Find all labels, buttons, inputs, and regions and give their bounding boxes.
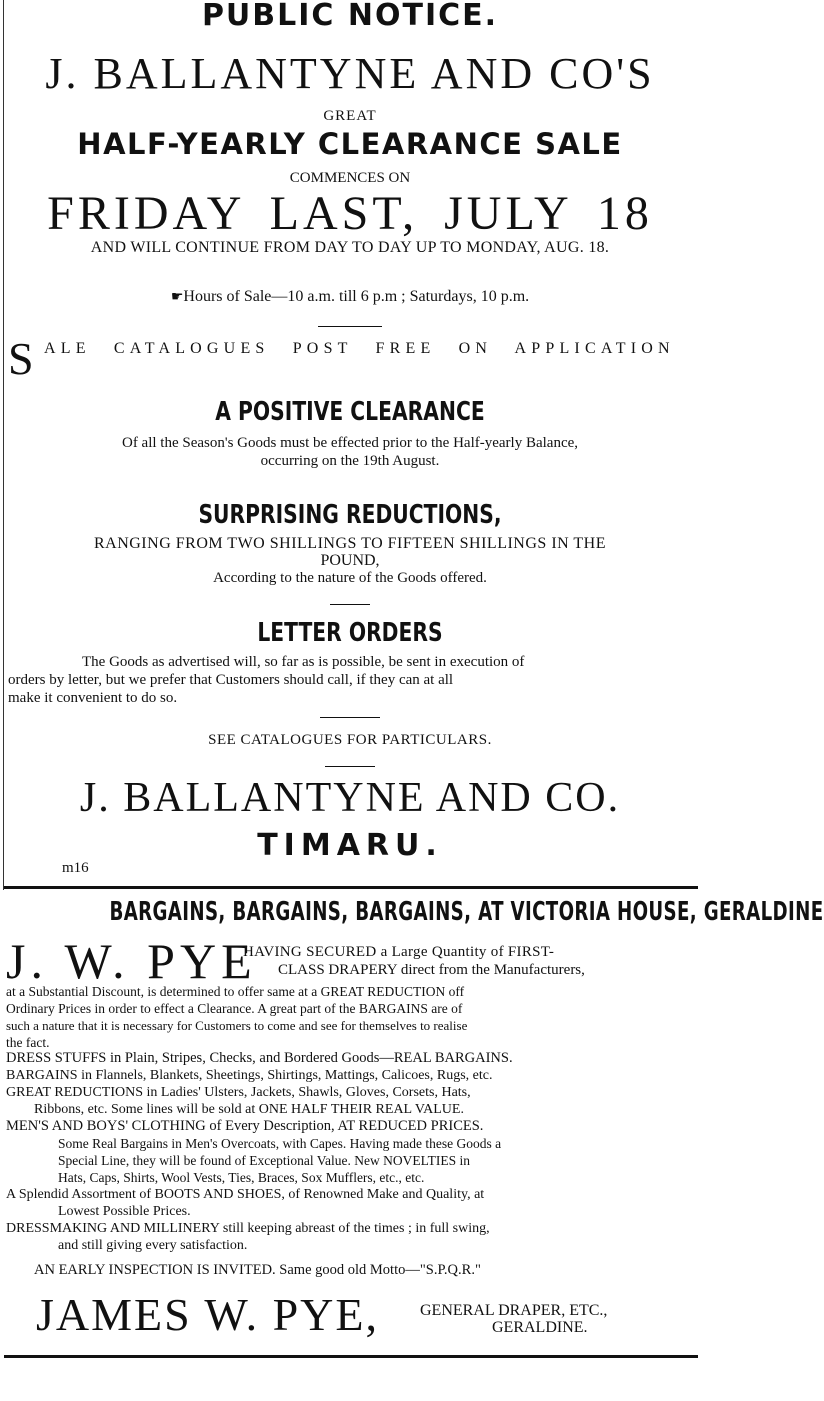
section-rule — [4, 886, 698, 889]
bottom-rule — [4, 1355, 698, 1358]
pye-item-lowest-prices: Lowest Possible Prices. — [58, 1204, 191, 1219]
town-name: TIMARU. — [257, 828, 443, 863]
pye-intro-line-2: CLASS DRAPERY direct from the Manufacturers, — [278, 962, 585, 978]
pye-intro-line-1: HAVING SECURED a Large Quantity of FIRST- — [243, 944, 555, 960]
sale-date: FRIDAY LAST, JULY 18 — [47, 187, 653, 240]
great-label: GREAT — [323, 108, 377, 124]
pye-item-dressmaking: DRESSMAKING AND MILLINERY still keeping abreast of the times ; in full swing, — [6, 1221, 490, 1236]
divider — [318, 326, 382, 327]
pye-name-large: J. W. PYE — [6, 933, 257, 989]
divider — [325, 766, 375, 767]
positive-line-1: Of all the Season's Goods must be effected prior to the Half-yearly Balance, — [121, 435, 579, 451]
pye-item-special-line: Special Line, they will be found of Exceptional Value. New NOVELTIES in — [58, 1153, 471, 1168]
catalogues-initial: S — [8, 333, 34, 384]
divider — [330, 604, 370, 605]
commences-label: COMMENCES ON — [289, 170, 411, 186]
catalogues-text: ALE CATALOGUES POST FREE ON APPLICATION — [44, 340, 675, 357]
pye-intro-line-4: Ordinary Prices in order to effect a Clearance. A great part of the BARGAINS are of — [6, 1001, 463, 1016]
sale-title: HALF-YEARLY CLEARANCE SALE — [77, 127, 623, 161]
pye-item-dress-stuffs: DRESS STUFFS in Plain, Stripes, Checks, and Bordered Goods—REAL BARGAINS. — [6, 1050, 513, 1066]
pye-item-clothing: MEN'S AND BOYS' CLOTHING of Every Description, AT REDUCED PRICES. — [6, 1118, 484, 1134]
pye-sig-line-1: GENERAL DRAPER, ETC., — [420, 1302, 608, 1319]
continue-line: AND WILL CONTINUE FROM DAY TO DAY UP TO MONDAY, AUG. 18. — [90, 239, 610, 256]
reductions-line-1: RANGING FROM TWO SHILLINGS TO FIFTEEN SHILLINGS IN THE — [93, 535, 607, 552]
pye-sig-line-2: GERALDINE. — [492, 1319, 588, 1336]
pye-item-bargains: BARGAINS in Flannels, Blankets, Sheetings, Shirtings, Mattings, Calicoes, Rugs, etc. — [6, 1068, 493, 1083]
ad-code: m16 — [62, 860, 89, 876]
pye-item-ribbons: Ribbons, etc. Some lines will be sold at ONE HALF THEIR REAL VALUE. — [34, 1102, 464, 1117]
pye-inspection-line: AN EARLY INSPECTION IS INVITED. Same good old Motto—"S.P.Q.R." — [34, 1262, 481, 1278]
pye-item-hats: Hats, Caps, Shirts, Wool Vests, Ties, Braces, Sox Mufflers, etc., etc. — [58, 1170, 425, 1185]
notice-title: PUBLIC NOTICE. — [201, 0, 499, 33]
catalogues-line — [8, 333, 698, 384]
pye-intro-line-6: the fact. — [6, 1035, 50, 1050]
letter-line-1: The Goods as advertised will, so far as is possible, be sent in execution of — [82, 654, 525, 670]
letter-heading: LETTER ORDERS — [257, 618, 443, 648]
company-name: J. BALLANTYNE AND CO'S — [45, 49, 655, 98]
pye-intro-line-5: such a nature that it is necessary for Customers to come and see for themselves to realise — [6, 1018, 468, 1033]
ballantyne-signature: J. BALLANTYNE AND CO. — [79, 775, 621, 821]
letter-line-2: orders by letter, but we prefer that Customers should call, if they can at all — [8, 672, 454, 688]
pointing-hand-icon: ☛ — [170, 290, 184, 305]
hours-text: Hours of Sale—10 a.m. till 6 p.m ; Saturdays, 10 p.m. — [183, 288, 530, 305]
reductions-line-2: POUND, — [320, 552, 380, 569]
letter-line-3: make it convenient to do so. — [8, 690, 178, 706]
pye-item-boots: A Splendid Assortment of BOOTS AND SHOES, of Renowned Make and Quality, at — [6, 1187, 485, 1202]
pye-item-overcoats: Some Real Bargains in Men's Overcoats, with Capes. Having made these Goods a — [58, 1136, 502, 1151]
positive-heading: A POSITIVE CLEARANCE — [215, 397, 485, 427]
reductions-heading: SURPRISING REDUCTIONS, — [198, 500, 502, 530]
pye-signature: JAMES W. PYE, — [36, 1289, 379, 1340]
pye-intro-line-3: at a Substantial Discount, is determined to offer same at a GREAT REDUCTION off — [6, 984, 465, 999]
pye-headline: BARGAINS, BARGAINS, BARGAINS, AT VICTORIA HOUSE, GERALDINE — [109, 897, 824, 927]
divider — [320, 717, 380, 718]
positive-line-2: occurring on the 19th August. — [260, 453, 440, 469]
reductions-line-3: According to the nature of the Goods offered. — [213, 570, 487, 586]
pye-item-satisfaction: and still giving every satisfaction. — [58, 1238, 248, 1253]
pye-item-great-reductions: GREAT REDUCTIONS in Ladies' Ulsters, Jackets, Shawls, Gloves, Corsets, Hats, — [6, 1085, 471, 1100]
see-catalogues: SEE CATALOGUES FOR PARTICULARS. — [208, 732, 492, 748]
hours-line — [0, 288, 700, 306]
